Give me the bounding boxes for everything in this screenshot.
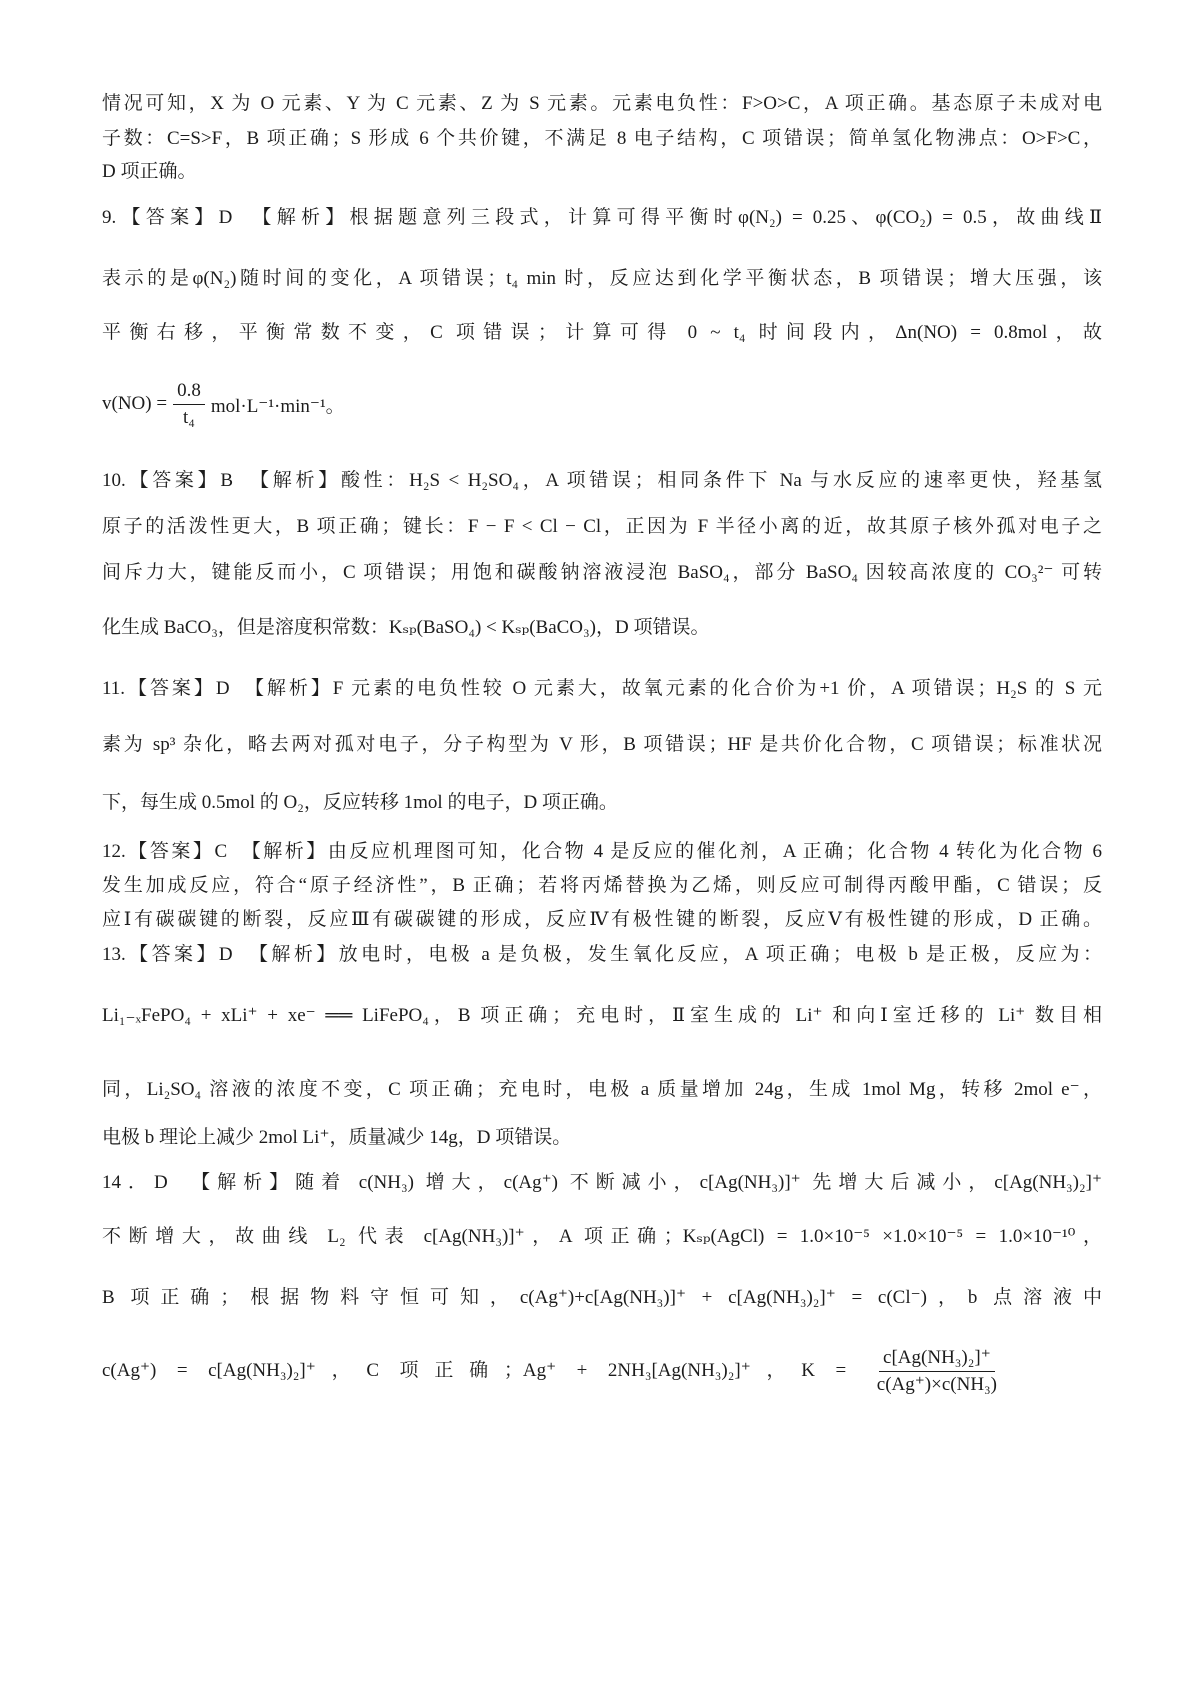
- fraction-denominator: t₄: [182, 406, 195, 428]
- fraction: [173, 379, 205, 430]
- answer-10-line-3: 间斥力大，键能反而小，C 项错误；用饱和碳酸钠溶液浸泡 BaSO₄，部分 BaSO₄ 因较高浓度的 CO₃²⁻ 可转: [102, 562, 1102, 583]
- answer-12-line-2: 发生加成反应，符合“原子经济性”，B 正确；若将丙烯替换为乙烯，则反应可制得丙酸甲酯，C 错误；反: [102, 875, 1102, 896]
- answer-11-line-1: 11.【答案】D 【解析】F 元素的电负性较 O 元素大，故氧元素的化合价为+1 价，A 项错误；H₂S 的 S 元: [102, 678, 1102, 699]
- answer-9-line-3: 平衡右移，平衡常数不变，C 项错误；计算可得 0 ~ t₄ 时间段内，Δn(NO) = 0.8mol，故: [102, 322, 1102, 343]
- answer-14-line-1: 14．D 【解析】随着 c(NH₃) 增大，c(Ag⁺) 不断减小，c[Ag(NH₃)]⁺ 先增大后减小，c[Ag(NH₃)₂]⁺: [102, 1172, 1102, 1193]
- answer-12-line-1: 12.【答案】C 【解析】由反应机理图可知，化合物 4 是反应的催化剂，A 正确；化合物 4 转化为化合物 6: [102, 841, 1102, 862]
- answer-9-line-1: 9.【答案】D 【解析】根据题意列三段式，计算可得平衡时φ(N₂) = 0.25、φ(CO₂) = 0.5，故曲线Ⅱ: [102, 207, 1102, 228]
- answer-13-line-4: 电极 b 理论上减少 2mol Li⁺，质量减少 14g，D 项错误。: [102, 1127, 572, 1148]
- intro-line-2: 子数：C=S>F，B 项正确；S 形成 6 个共价键，不满足 8 电子结构，C 项错误；简单氢化物沸点：O>F>C，: [102, 128, 1102, 149]
- fraction-denominator: c(Ag⁺)×c(NH₃): [876, 1374, 997, 1396]
- intro-line-3: D 项正确。: [102, 161, 197, 182]
- answer-13-line-3: 同，Li₂SO₄ 溶液的浓度不变，C 项正确；充电时，电极 a 质量增加 24g，生成 1mol Mg，转移 2mol e⁻，: [102, 1079, 1102, 1100]
- answer-9-line-2: 表示的是φ(N₂)随时间的变化，A 项错误；t₄ min 时，反应达到化学平衡状态，B 项错误；增大压强，该: [102, 268, 1102, 289]
- answer-11-line-2: 素为 sp³ 杂化，略去两对孤对电子，分子构型为 V 形，B 项错误；HF 是共价化合物，C 项错误；标准状况: [102, 734, 1102, 755]
- equation-text: c(Ag⁺) = c[Ag(NH₃)₂]⁺，C 项正确；Ag⁺ + 2NH₃[Ag(NH₃)₂]⁺，K =: [102, 1360, 847, 1381]
- answer-13-line-1: 13.【答案】D 【解析】放电时，电极 a 是负极，发生氧化反应，A 项正确；电极 b 是正极，反应为：: [102, 944, 1102, 965]
- equilibrium-constant-fraction: [873, 1346, 1001, 1397]
- answer-14-line-2: 不断增大，故曲线 L₂ 代表 c[Ag(NH₃)]⁺，A 项正确；Kₛₚ(AgCl) = 1.0×10⁻⁵ ×1.0×10⁻⁵ = 1.0×10⁻¹⁰，: [102, 1226, 1102, 1247]
- fraction-numerator: c[Ag(NH₃)₂]⁺: [879, 1346, 995, 1372]
- answer-10-line-1: 10.【答案】B 【解析】酸性：H₂S < H₂SO₄，A 项错误；相同条件下 Na 与水反应的速率更快，羟基氢: [102, 470, 1102, 491]
- answer-13-line-2: Li₁₋ₓFePO₄ + xLi⁺ + xe⁻ ══ LiFePO₄，B 项正确；充电时，Ⅱ室生成的 Li⁺ 和向Ⅰ室迁移的 Li⁺ 数目相: [102, 1005, 1102, 1026]
- answer-14-equilibrium-line: [102, 1341, 1007, 1401]
- equation-lhs: v(NO) =: [102, 393, 168, 414]
- answer-10-line-4: 化生成 BaCO₃，但是溶度积常数：Kₛₚ(BaSO₄) < Kₛₚ(BaCO₃)，D 项错误。: [102, 617, 710, 638]
- equation-unit: mol·L⁻¹·min⁻¹。: [210, 395, 345, 417]
- answer-11-line-3: 下，每生成 0.5mol 的 O₂，反应转移 1mol 的电子，D 项正确。: [102, 792, 618, 813]
- intro-line-1: 情况可知，X 为 O 元素、Y 为 C 元素、Z 为 S 元素。元素电负性：F>O>C，A 项正确。基态原子未成对电: [102, 93, 1102, 114]
- fraction-numerator: 0.8: [173, 379, 205, 405]
- answer-12-line-3: 应Ⅰ有碳碳键的断裂，反应Ⅲ有碳碳键的形成，反应Ⅳ有极性键的断裂，反应Ⅴ有极性键的形成，D 正确。: [102, 909, 1102, 930]
- answer-9-rate-equation: [102, 376, 345, 432]
- answer-14-line-3: B 项正确；根据物料守恒可知，c(Ag⁺)+c[Ag(NH₃)]⁺ + c[Ag(NH₃)₂]⁺ = c(Cl⁻)，b 点溶液中: [102, 1287, 1102, 1308]
- answer-10-line-2: 原子的活泼性更大，B 项正确；键长：F − F < Cl − Cl，正因为 F 半径小离的近，故其原子核外孤对电子之: [102, 516, 1102, 537]
